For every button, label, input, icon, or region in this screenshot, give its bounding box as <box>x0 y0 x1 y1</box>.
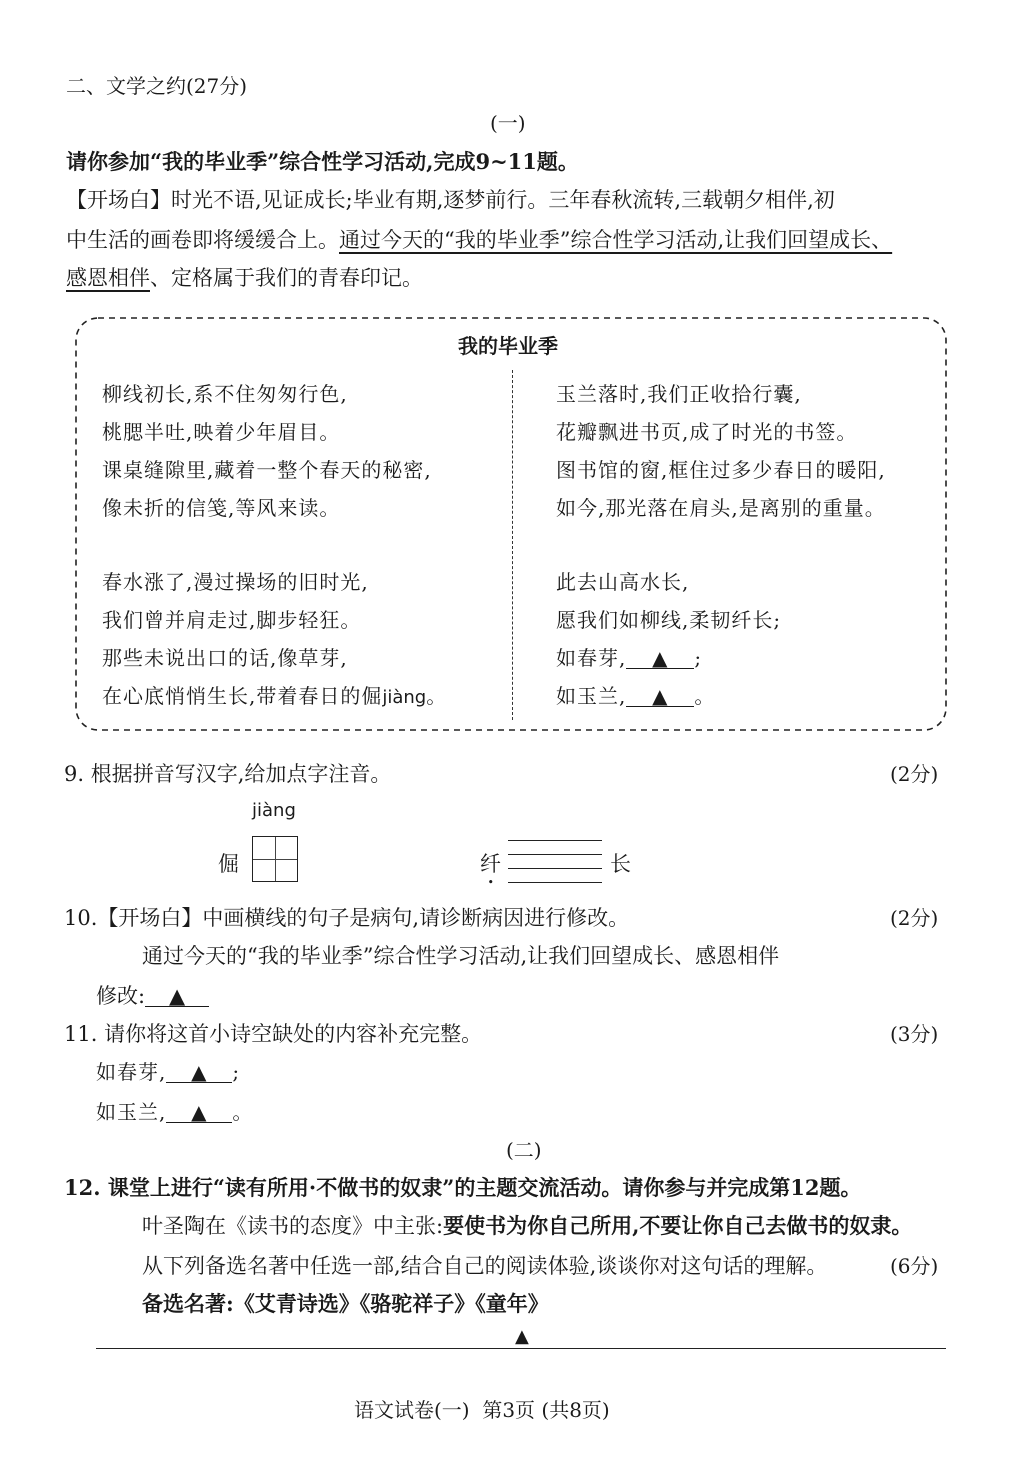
poem-blank-suffix: 。 <box>694 684 716 708</box>
poem-blank-line-2 <box>556 680 715 709</box>
q9-char-left: 倔 <box>218 852 239 876</box>
poem-line: 课桌缝隙里,藏着一整个春天的秘密, <box>102 458 432 482</box>
q12-quote-text: 要使书为你自己所用,不要让你自己去做书的奴隶。 <box>443 1213 913 1238</box>
part-one-label: (一) <box>490 111 526 135</box>
q9-pinyin: jiàng <box>252 800 296 821</box>
q10-fix-label: 修改: <box>96 984 146 1008</box>
poem-title: 我的毕业季 <box>458 334 558 358</box>
q12-quote-prefix: 叶圣陶在《读书的态度》中主张: <box>142 1214 444 1238</box>
q11-text: 11. 请你将这首小诗空缺处的内容补充完整。 <box>64 1022 483 1046</box>
intro-instruction: 请你参加“我的毕业季”综合性学习活动,完成9~11题。 <box>66 149 579 174</box>
q12-answer-line[interactable] <box>96 1348 946 1349</box>
poem-divider <box>512 370 513 720</box>
q11-answer-blank[interactable]: ▲ <box>166 1062 232 1083</box>
q12-options <box>142 1288 549 1318</box>
poem-line: 愿我们如柳线,柔韧纤长; <box>556 608 782 632</box>
q9-text: 9. 根据拼音写汉字,给加点字注音。 <box>64 762 392 786</box>
poem-line: 玉兰落时,我们正收拾行囊, <box>556 382 802 406</box>
q10-score: (2分) <box>890 906 939 930</box>
poem-blank-prefix: 如玉兰, <box>556 684 627 708</box>
opening-line-2 <box>66 224 892 254</box>
q10-answer-blank[interactable]: ▲ <box>145 986 209 1007</box>
q11-line-2 <box>96 1096 253 1125</box>
poem-line-suffix: 。 <box>426 684 448 708</box>
poem-line: 我们曾并肩走过,脚步轻狂。 <box>102 608 362 632</box>
q9-char-right: 长 <box>610 852 631 876</box>
opening-tag: 【开场白】 <box>66 188 171 212</box>
poem-blank-marker[interactable]: ▲ <box>626 648 694 669</box>
dotted-char: 纤 <box>480 852 501 876</box>
q12-quote <box>142 1210 912 1240</box>
q9-score: (2分) <box>890 762 939 786</box>
poem-line: 柳线初长,系不住匆匆行色, <box>102 382 348 406</box>
q11-prefix: 如春芽, <box>96 1060 167 1084</box>
q12-score: (6分) <box>890 1254 939 1278</box>
poem-blank-suffix: ; <box>694 646 703 670</box>
q11-line-1 <box>96 1056 240 1085</box>
opening-line2-underlined: 通过今天的“我的毕业季”综合性学习活动,让我们回望成长、 <box>339 228 893 252</box>
page-footer: 语文试卷(一) 第3页 (共8页) <box>354 1398 610 1422</box>
q12-answer-marker[interactable]: ▲ <box>515 1326 529 1347</box>
poem-line: 春水涨了,漫过操场的旧时光, <box>102 570 369 594</box>
q11-suffix: 。 <box>232 1100 254 1124</box>
q11-score: (3分) <box>890 1022 939 1046</box>
q12-task: 从下列备选名著中任选一部,结合自己的阅读体验,谈谈你对这句话的理解。 <box>142 1254 828 1278</box>
poem-blank-prefix: 如春芽, <box>556 646 627 670</box>
poem-line: 那些未说出口的话,像草芽, <box>102 646 348 670</box>
poem-line: 花瓣飘进书页,成了时光的书签。 <box>556 420 858 444</box>
opening-line-3 <box>66 262 423 292</box>
q10-sentence: 通过今天的“我的毕业季”综合性学习活动,让我们回望成长、感恩相伴 <box>142 944 780 968</box>
poem-line: 像未折的信笺,等风来读。 <box>102 496 341 520</box>
poem-line: 此去山高水长, <box>556 570 690 594</box>
q12-options-label: 备选名著: <box>142 1291 234 1316</box>
opening-line1-text: 时光不语,见证成长;毕业有期,逐梦前行。三年春秋流转,三载朝夕相伴,初 <box>171 188 835 212</box>
poem-line-pinyin <box>102 680 447 709</box>
part-two-label: (二) <box>506 1138 542 1162</box>
poem-line-prefix: 在心底悄悄生长,带着春日的倔 <box>102 684 383 708</box>
q12-options-list: 《艾青诗选》《骆驼祥子》《童年》 <box>233 1291 549 1316</box>
poem-line: 桃腮半吐,映着少年眉目。 <box>102 420 341 444</box>
q9-answer-lines[interactable] <box>508 840 602 884</box>
q9-char-dotted <box>480 848 501 889</box>
poem-blank-marker[interactable]: ▲ <box>626 686 694 707</box>
opening-line2-plain: 中生活的画卷即将缓缓合上。 <box>66 228 339 252</box>
q11-prefix: 如玉兰, <box>96 1100 167 1124</box>
q12-text: 12. 课堂上进行“读有所用·不做书的奴隶”的主题交流活动。请你参与并完成第12题。 <box>64 1175 862 1200</box>
pinyin-jiang: jiàng <box>382 687 427 708</box>
section-title: 二、文学之约(27分) <box>66 74 248 98</box>
q10-fix <box>96 980 209 1010</box>
opening-line3-underlined: 感恩相伴 <box>66 266 150 290</box>
q10-text: 10.【开场白】中画横线的句子是病句,请诊断病因进行修改。 <box>64 906 630 930</box>
q9-answer-grid[interactable] <box>252 836 298 882</box>
q11-answer-blank[interactable]: ▲ <box>166 1102 232 1123</box>
q11-suffix: ; <box>232 1060 241 1084</box>
opening-line-1 <box>66 184 835 214</box>
opening-line3-text: 、定格属于我们的青春印记。 <box>150 266 423 290</box>
poem-line: 图书馆的窗,框住过多少春日的暖阳, <box>556 458 886 482</box>
poem-blank-line-1 <box>556 642 702 671</box>
poem-line: 如今,那光落在肩头,是离别的重量。 <box>556 496 886 520</box>
